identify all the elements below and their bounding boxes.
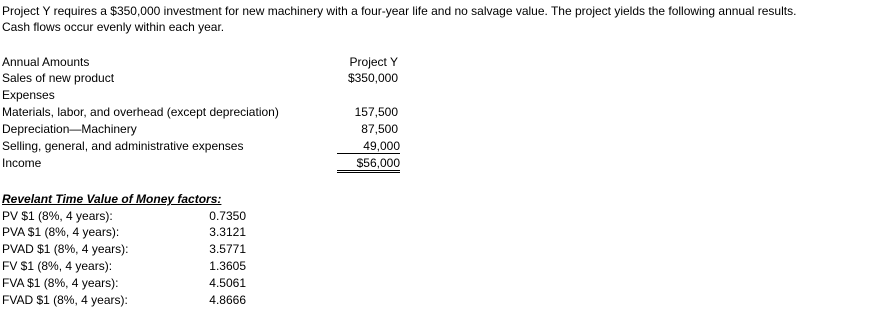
- intro-line-2: Cash flows occur evenly within each year.: [2, 20, 225, 34]
- project-y-header: Project Y: [349, 55, 398, 69]
- income-label: Income: [2, 156, 42, 170]
- factors-title: Revelant Time Value of Money factors:: [2, 192, 222, 206]
- factor-label: FVA $1 (8%, 4 years):: [2, 276, 119, 290]
- factor-value: 4.5061: [209, 276, 246, 290]
- factor-label: FV $1 (8%, 4 years):: [2, 259, 113, 273]
- factor-label: PV $1 (8%, 4 years):: [2, 209, 113, 223]
- sales-value: $350,000: [347, 71, 398, 85]
- depreciation-value: 87,500: [361, 122, 398, 136]
- income-value: $56,000: [337, 156, 400, 173]
- factor-label: PVA $1 (8%, 4 years):: [2, 225, 120, 239]
- sales-label: Sales of new product: [2, 71, 115, 85]
- factor-value: 1.3605: [209, 259, 246, 273]
- factor-value: 0.7350: [209, 209, 246, 223]
- intro-line-1: Project Y requires a $350,000 investment for new machinery with a four-year life and no salvage value. The project yields the following annual results.: [2, 4, 797, 18]
- factor-value: 3.3121: [209, 225, 246, 239]
- sga-value: 49,000: [337, 139, 400, 154]
- factor-value: 3.5771: [209, 242, 246, 256]
- materials-label: Materials, labor, and overhead (except depreciation): [2, 105, 279, 119]
- annual-amounts-label: Annual Amounts: [2, 55, 90, 69]
- expenses-label: Expenses: [2, 88, 55, 102]
- depreciation-label: Depreciation—Machinery: [2, 122, 137, 136]
- factor-label: PVAD $1 (8%, 4 years):: [2, 242, 129, 256]
- materials-value: 157,500: [354, 105, 398, 119]
- factor-label: FVAD $1 (8%, 4 years):: [2, 293, 128, 307]
- factor-value: 4.8666: [209, 293, 246, 307]
- sga-label: Selling, general, and administrative expenses: [2, 139, 244, 153]
